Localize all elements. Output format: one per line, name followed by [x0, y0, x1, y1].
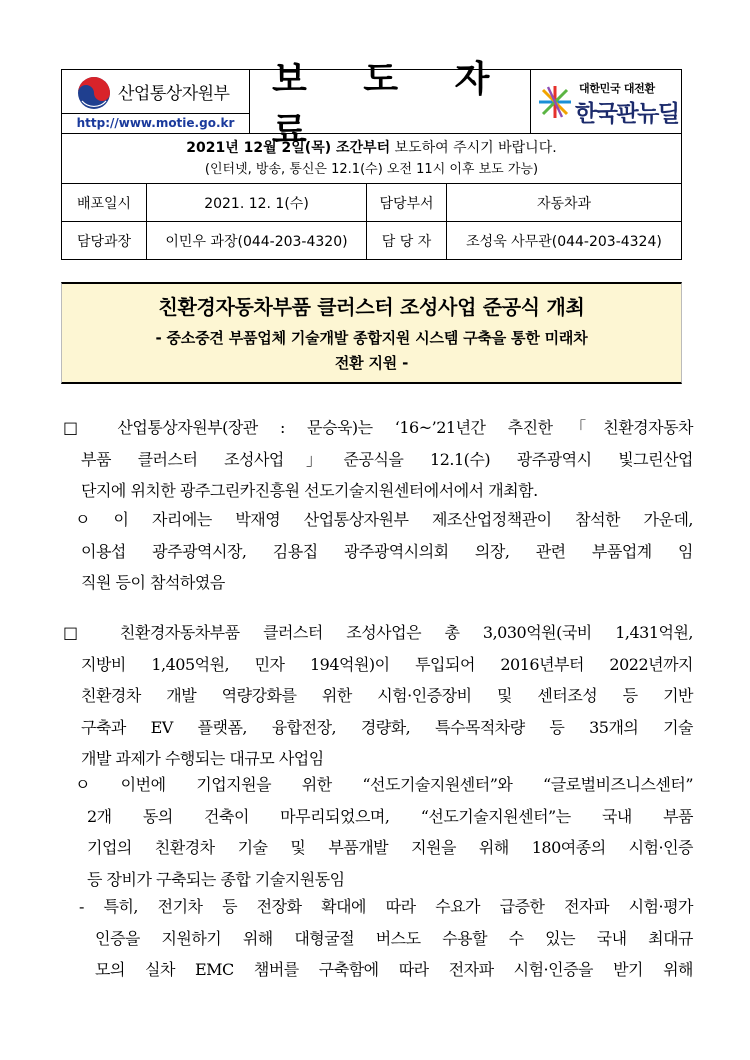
info-row-contacts [62, 221, 681, 259]
paragraph-line: 단지에 위치한 광주그린카진흥원 선도기술지원센터에서에서 개최함. [81, 481, 538, 500]
new-deal-tagline: 대한민국 대전환 [579, 82, 655, 95]
contact-label: 담 당 자 [367, 222, 447, 259]
paragraph-line: 등 장비가 구축되는 종합 기술지원동임 [87, 869, 345, 889]
paragraph-line: 인증을 지원하기 위해 대형굴절 버스도 수용할 수 있는 국내 최대규 [95, 928, 693, 948]
ministry-name: 산업통상자원부 [118, 84, 230, 104]
embargo-online-note: (인터넷, 방송, 통신은 12.1(수) 오전 11시 이후 보도 가능) [204, 162, 539, 177]
korean-new-deal-logo [531, 70, 681, 133]
headline-box [61, 282, 682, 384]
taegeuk-emblem-icon [76, 75, 112, 111]
dept-value: 자동차과 [536, 195, 592, 212]
paragraph-line: 모의 실차 EMC 챔버를 구축함에 따라 전자파 시험·인증을 받기 위해 [95, 960, 693, 979]
new-deal-spark-icon [537, 84, 573, 120]
info-row-distribution [62, 184, 681, 221]
embargo-text: 보도하여 주시기 바랍니다. [390, 140, 557, 156]
paragraph-3 [63, 617, 693, 775]
dist-date-label: 배포일시 [62, 184, 147, 221]
paragraph-4 [63, 769, 693, 895]
headline-subtitle-line1: - 중소중견 부품업체 기술개발 종합지원 시스템 구축을 통한 미래차 [155, 329, 588, 347]
manager-label: 담당과장 [62, 222, 147, 259]
paragraph-line: 친환경차 개발 역량강화를 위한 시험·인증장비 및 센터조성 등 기반 [81, 686, 693, 705]
dept-label: 담당부서 [367, 184, 447, 221]
paragraph-line: 직원 등이 참석하였음 [81, 573, 225, 592]
dist-date-value: 2021. 12. 1(수) [147, 184, 367, 221]
press-release-header [61, 58, 682, 260]
headline-title: 친환경자동차부품 클러스터 조성사업 준공식 개최 [158, 295, 585, 319]
paragraph-line: 개발 과제가 수행되는 대규모 사업임 [81, 749, 324, 768]
paragraph-line: - 특히, 전기차 등 전장화 확대에 따라 수요가 급증한 전자파 시험·평가 [79, 897, 693, 916]
paragraph-line: □ 친환경자동차부품 클러스터 조성사업은 총 3,030억원(국비 1,431억원, [63, 623, 693, 642]
paragraph-5 [63, 891, 693, 986]
paragraph-line: 이용섭 광주광역시장, 김용집 광주광역시의회 의장, 관련 부품업계 임 [81, 541, 693, 561]
embargo-notice [62, 134, 681, 184]
paragraph-line: 2개 동의 건축이 마무리되었으며, “선도기술지원센터”는 국내 부품 [87, 806, 693, 826]
paragraph-line: 부품 클러스터 조성사업」준공식을 12.1(수) 광주광역시 빛그린산업 [81, 449, 693, 469]
paragraph-1 [63, 412, 693, 507]
document-title: 보 도 자 료 [250, 70, 531, 133]
ministry-url: http://www.motie.go.kr [62, 113, 249, 133]
paragraph-line: □ 산업통상자원부(장관 : 문승욱)는 ‘16~’21년간 추진한「친환경자동차 [63, 418, 693, 437]
new-deal-wordmark: 한국판뉴딜 [575, 101, 679, 127]
embargo-date: 2021년 12월 2일(목) 조간부터 [186, 140, 391, 156]
paragraph-line: ㅇ 이번에 기업지원을 위한 “선도기술지원센터”와 “글로벌비즈니스센터” [75, 775, 693, 794]
ministry-logo-block [62, 70, 250, 133]
paragraph-line: 지방비 1,405억원, 민자 194억원)이 투입되어 2016년부터 2022년까지 [81, 654, 693, 674]
paragraph-line: ㅇ 이 자리에는 박재영 산업통상자원부 제조산업정책관이 참석한 가운데, [75, 510, 693, 529]
manager-value: 이민우 과장(044-203-4320) [147, 222, 367, 259]
headline-subtitle-line2: 전환 지원 - [334, 354, 409, 372]
paragraph-2 [63, 504, 693, 599]
paragraph-line: 기업의 친환경차 기술 및 부품개발 지원을 위해 180여종의 시험·인증 [87, 838, 693, 857]
paragraph-line: 구축과 EV 플랫폼, 융합전장, 경량화, 특수목적차량 등 35개의 기술 [81, 717, 693, 737]
contact-value: 조성욱 사무관(044-203-4324) [466, 233, 662, 250]
